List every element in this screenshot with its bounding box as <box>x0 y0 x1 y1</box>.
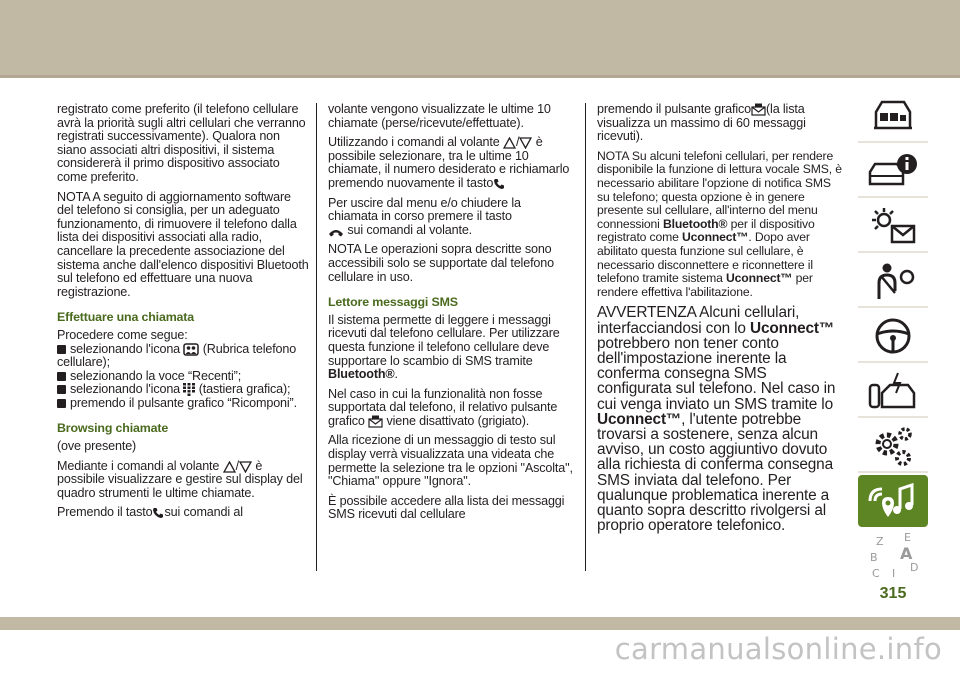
paragraph: (ove presente) <box>57 439 137 454</box>
warning-paragraph: AVVERTENZA Alcuni cellulari, interfacciandosi con lo Uconnect™ potrebbero non tener conto dell'impostazione inerente la conferma consegna SMS configurata sul telefono. Nel caso in cui venga inviato un SMS tramite lo Uconnect™, l'utente potrebbe trovarsi a sostenere, senza alcun avviso, un costo aggiuntivo dovuto alla richiesta di conferma consegna SMS inviata dal telefono. Per qualunque problematica inerente a quanto sopra descritto rivolgersi al proprio operatore telefonico. <box>597 304 836 535</box>
paragraph: Mediante i comandi al volante / è possibile visualizzare e gestire sul display del quadro strumenti le ultime chiamate. <box>57 458 303 500</box>
section-title-call: Effettuare una chiamata <box>57 310 195 325</box>
hang-up-icon <box>328 228 344 237</box>
note-paragraph: NOTA Le operazioni sopra descritte sono accessibili solo se supportate dal telefono cellulare in uso. <box>328 242 554 284</box>
bullet-icon <box>57 345 66 354</box>
svg-text:E: E <box>904 530 911 544</box>
toolbox-icon <box>868 371 918 411</box>
paragraph: È possibile accedere alla lista dei messaggi SMS ricevuti dal cellulare <box>328 493 565 522</box>
arrow-up-icon <box>223 461 236 473</box>
list-item: selezionando la voce “Recenti”; <box>57 370 309 384</box>
column-divider <box>316 103 317 571</box>
phonebook-icon <box>183 343 199 356</box>
tab-index[interactable] <box>858 529 928 580</box>
car-dashboard-icon <box>870 98 916 134</box>
tab-multimedia[interactable] <box>858 475 928 527</box>
page-number: 315 <box>879 585 907 602</box>
tab-car-info[interactable] <box>858 145 928 198</box>
svg-text:I: I <box>892 566 896 579</box>
paragraph: Premendo il tasto sui comandi al <box>57 505 243 520</box>
warning-lights-icon <box>868 206 918 246</box>
paragraph: premendo il pulsante grafico (la lista visualizza un massimo di 60 messaggi ricevuti). <box>597 102 806 144</box>
column-3 <box>597 103 845 539</box>
svg-text:B: B <box>870 550 878 564</box>
sms-envelope-icon <box>751 103 766 116</box>
paragraph: Procedere come segue: <box>57 327 188 342</box>
section-title-sms: Lettore messaggi SMS <box>328 295 458 310</box>
watermark: carmanualsonline.info <box>614 632 942 666</box>
column-1 <box>57 103 309 526</box>
list-item: selezionando l'icona (tastiera grafica); <box>57 383 309 397</box>
paragraph: Per uscire dal menu e/o chiudere la chiamata in corso premere il tasto sui comandi al volante. <box>328 195 521 237</box>
paragraph: Alla ricezione di un messaggio di testo sul display verrà visualizzata una videata che permette la selezione tra le opzioni "Ascolta", "Chiama" oppure "Ignora". <box>328 433 573 489</box>
tab-steering[interactable] <box>858 310 928 363</box>
bullet-icon <box>57 372 66 381</box>
tab-dashboard[interactable] <box>858 90 928 143</box>
keypad-icon <box>183 383 195 396</box>
paragraph: Utilizzando i comandi al volante / è possibile selezionare, tra le ultime 10 chiamate, il numero desiderato e richiamarlo premendo nuovamente il tasto <box>328 135 570 190</box>
tab-maintenance[interactable] <box>858 365 928 418</box>
tab-safety[interactable] <box>858 255 928 308</box>
svg-text:D: D <box>910 560 919 574</box>
section-title-browsing: Browsing chiamate <box>57 421 169 436</box>
list-item: premendo il pulsante grafico “Ricomponi”. <box>57 397 309 411</box>
phone-icon <box>152 507 164 519</box>
seatbelt-airbag-icon <box>869 261 917 301</box>
bullet-icon <box>57 385 66 394</box>
paragraph: Il sistema permette di leggere i messaggi ricevuti dal telefono cellulare. Per utilizzare questa funzione il telefono cellulare deve supportare lo scambio di SMS tramite Bluetooth®. <box>328 312 560 382</box>
svg-text:C: C <box>872 566 880 579</box>
list-item: selezionando l'icona (Rubrica telefono cellulare); <box>57 341 297 370</box>
paragraph: registrato come preferito (il telefono cellulare avrà la priorità sugli altri cellulari che verranno registrati successivamente). Qualora non siano associati altri dispositivi, il sistema considererà il primo dispositivo associato come preferito. <box>57 102 306 184</box>
arrow-down-icon <box>519 137 532 149</box>
note-paragraph: NOTA Su alcuni telefoni cellulari, per rendere disponibile la funzione di lettura vocale SMS, è necessario abilitare l'opzione di notifica SMS su telefono; questa opzione è in genere presente sul cellulare, all'interno del menu connessioni Bluetooth® per il dispositivo registrato come Uconnect™. Dopo aver abilitato questa funzione sul cellulare, è necessario disconnettere e riconnettere il telefono tramite sistema Uconnect™ per rendere effettiva l'abilitazione. <box>597 148 842 299</box>
column-divider <box>585 103 586 571</box>
column-2 <box>328 103 573 528</box>
svg-text:A: A <box>900 543 913 563</box>
sms-envelope-icon <box>368 415 383 428</box>
note-paragraph: NOTA A seguito di aggiornamento software del telefono si consiglia, per un adeguato funzionamento, di rimuovere il telefono dalla lista dei dispositivi associati alla radio, cancellare la precedente associazione del sistema anche dall'elenco dispositivi Bluetooth sul telefono ed effettuare una nuova registrazione. <box>57 189 309 299</box>
tab-warning-lights[interactable] <box>858 200 928 253</box>
paragraph: volante vengono visualizzate le ultime 10 chiamate (perse/ricevute/effettuate). <box>328 102 551 130</box>
tab-specs[interactable] <box>858 420 928 473</box>
bullet-icon <box>57 399 66 408</box>
chapter-sidebar <box>858 90 928 582</box>
svg-text:Z: Z <box>876 534 884 548</box>
phone-icon <box>493 178 505 190</box>
bottom-band <box>0 617 960 630</box>
top-band <box>0 0 960 78</box>
multimedia-icon <box>866 479 920 523</box>
gears-icon <box>869 424 917 468</box>
top-band-line <box>0 75 960 78</box>
arrow-down-icon <box>239 461 252 473</box>
paragraph: Nel caso in cui la funzionalità non fosse supportata dal telefono, il relativo pulsante grafico viene disattivato (grigiato). <box>328 386 558 428</box>
car-info-icon <box>867 152 919 190</box>
arrow-up-icon <box>503 137 516 149</box>
steering-wheel-icon <box>873 316 913 356</box>
index-icon <box>866 531 920 579</box>
